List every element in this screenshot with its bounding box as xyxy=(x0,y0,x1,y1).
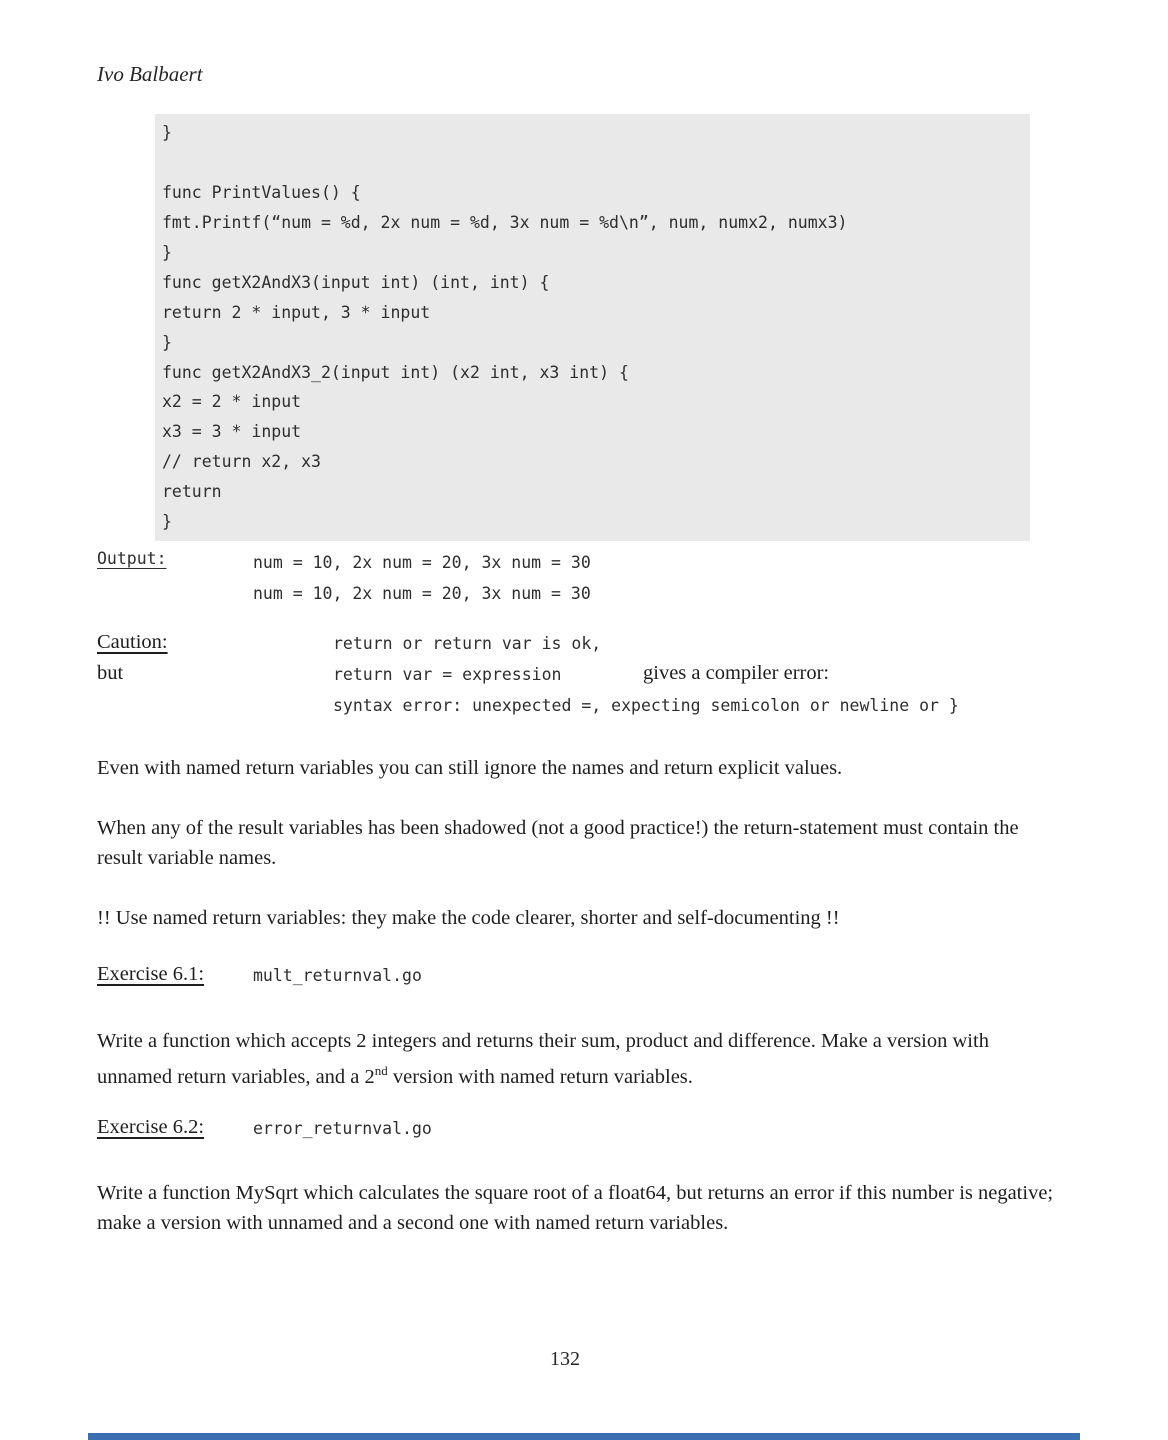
caution-code-3: syntax error: unexpected =, expecting semicolon or newline or } xyxy=(333,696,959,715)
code-line: func PrintValues() { xyxy=(162,183,361,203)
code-line xyxy=(162,148,1024,178)
code-line: return 2 * input, 3 * input xyxy=(162,302,431,322)
caution-row-3 xyxy=(97,693,1067,724)
code-line: fmt.Printf(“num = %d, 2x num = %d, 3x num = %d\n”, num, numx2, numx3) xyxy=(162,213,848,233)
exercise-6-1-filename: mult_returnval.go xyxy=(253,966,422,985)
output-line: num = 10, 2x num = 20, 3x num = 30 xyxy=(253,584,591,603)
exercise-6-2-label: Exercise 6.2: xyxy=(97,1116,205,1138)
output-line: num = 10, 2x num = 20, 3x num = 30 xyxy=(253,553,591,572)
exercise-6-1-body-start: Write a function which accepts 2 integers and returns their sum, product and difference. Make a version with unnamed return variables, and a 2 xyxy=(97,1030,989,1088)
exercise-6-2-filename: error_returnval.go xyxy=(253,1119,432,1138)
code-line: } xyxy=(162,123,172,143)
exercise-6-1-body xyxy=(97,1026,1057,1092)
exercise-6-1-label: Exercise 6.1: xyxy=(97,963,205,985)
exercise-6-1-ordinal-sup: nd xyxy=(374,1063,388,1078)
author-header: Ivo Balbaert xyxy=(97,62,203,86)
paragraph-named-return: Even with named return variables you can still ignore the names and return explicit values. xyxy=(97,757,843,779)
exercise-6-2-row xyxy=(97,1116,432,1146)
code-line: // return x2, x3 xyxy=(162,452,321,472)
code-line: func getX2AndX3(input int) (int, int) { xyxy=(162,272,550,292)
caution-row-1 xyxy=(97,631,1067,662)
output-label: Output: xyxy=(97,549,167,568)
exercise-6-2-body: Write a function MySqrt which calculates the square root of a float64, but returns an error if this number is negative; make a version with unnamed and a second one with named return variables. xyxy=(97,1182,1054,1234)
paragraph-bang-tip: !! Use named return variables: they make the code clearer, shorter and self-documenting !! xyxy=(97,907,840,929)
code-block xyxy=(155,114,1030,541)
paragraph-shadowed: When any of the result variables has been shadowed (not a good practice!) the return-statement must contain the result variable names. xyxy=(97,817,1019,869)
code-line: x3 = 3 * input xyxy=(162,422,302,442)
bottom-blue-bar xyxy=(88,1433,1080,1440)
code-line: } xyxy=(162,512,172,532)
code-line: func getX2AndX3_2(input int) (x2 int, x3 int) { xyxy=(162,362,629,382)
caution-row-2 xyxy=(97,662,1067,693)
page-number: 132 xyxy=(550,1348,580,1370)
exercise-6-1-row xyxy=(97,963,422,993)
caution-code-1: return or return var is ok, xyxy=(333,634,602,653)
code-line: return xyxy=(162,482,222,502)
code-line: } xyxy=(162,332,172,352)
caution-but-label: but xyxy=(97,662,124,684)
caution-label: Caution: xyxy=(97,631,168,653)
code-line: x2 = 2 * input xyxy=(162,392,302,412)
caution-section xyxy=(97,631,1067,724)
output-lines xyxy=(253,547,591,609)
exercise-6-1-body-end: version with named return variables. xyxy=(387,1065,693,1088)
caution-note: gives a compiler error: xyxy=(643,662,830,684)
caution-code-2: return var = expression xyxy=(333,665,562,684)
code-line: } xyxy=(162,243,172,262)
